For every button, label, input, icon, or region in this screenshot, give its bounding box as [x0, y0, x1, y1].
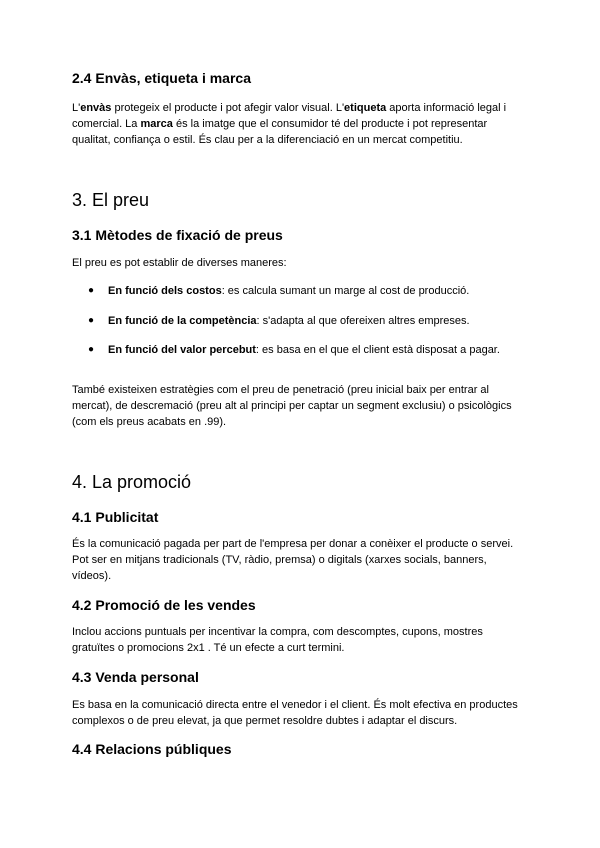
paragraph-2-4: L'envàs protegeix el producte i pot afegir valor visual. L'etiqueta aporta informació legal i comercial. La marca és la imatge que el consumidor té del producte i pot representar qualitat, confiança o estil. És clau per a la diferenciació en un mercat competitiu. [72, 102, 507, 146]
heading-3-1: 3.1 Mètodes de fixació de preus [72, 227, 283, 243]
heading-4-1: 4.1 Publicitat [72, 509, 159, 525]
heading-3: 3. El preu [72, 190, 150, 210]
paragraph-3-1-outro: També existeixen estratègies com el preu de penetració (preu inicial baix per entrar al mercat), de descremació (preu alt al principi per captar un segment exclusiu) o psicològics (com els preus acabats en .99). [72, 384, 512, 428]
bullet-icon: ● [88, 344, 95, 355]
bullet-icon: ● [88, 315, 95, 326]
paragraph-3-1-intro: El preu es pot establir de diverses maneres: [72, 257, 287, 269]
paragraph-4-2: Inclou accions puntuals per incentivar la compra, com descomptes, cupons, mostres gratuïtes o promocions 2x1 . Té un efecte a curt termini. [72, 626, 483, 654]
paragraph-4-1: És la comunicació pagada per part de l'empresa per donar a conèixer el producte o servei. Pot ser en mitjans tradicionals (TV, ràdio, premsa) o digitals (xarxes socials, banners, vídeos). [72, 538, 514, 582]
paragraph-4-3: Es basa en la comunicació directa entre el venedor i el client. És molt efectiva en productes complexos o de preu elevat, ja que permet resoldre dubtes i adaptar el discurs. [72, 699, 518, 727]
bullet-icon: ● [88, 285, 95, 296]
heading-4: 4. La promoció [72, 472, 192, 492]
heading-4-3: 4.3 Venda personal [72, 669, 199, 685]
heading-4-2: 4.2 Promoció de les vendes [72, 597, 256, 613]
heading-4-4: 4.4 Relacions públiques [72, 741, 232, 757]
heading-2-4: 2.4 Envàs, etiqueta i marca [72, 70, 251, 86]
